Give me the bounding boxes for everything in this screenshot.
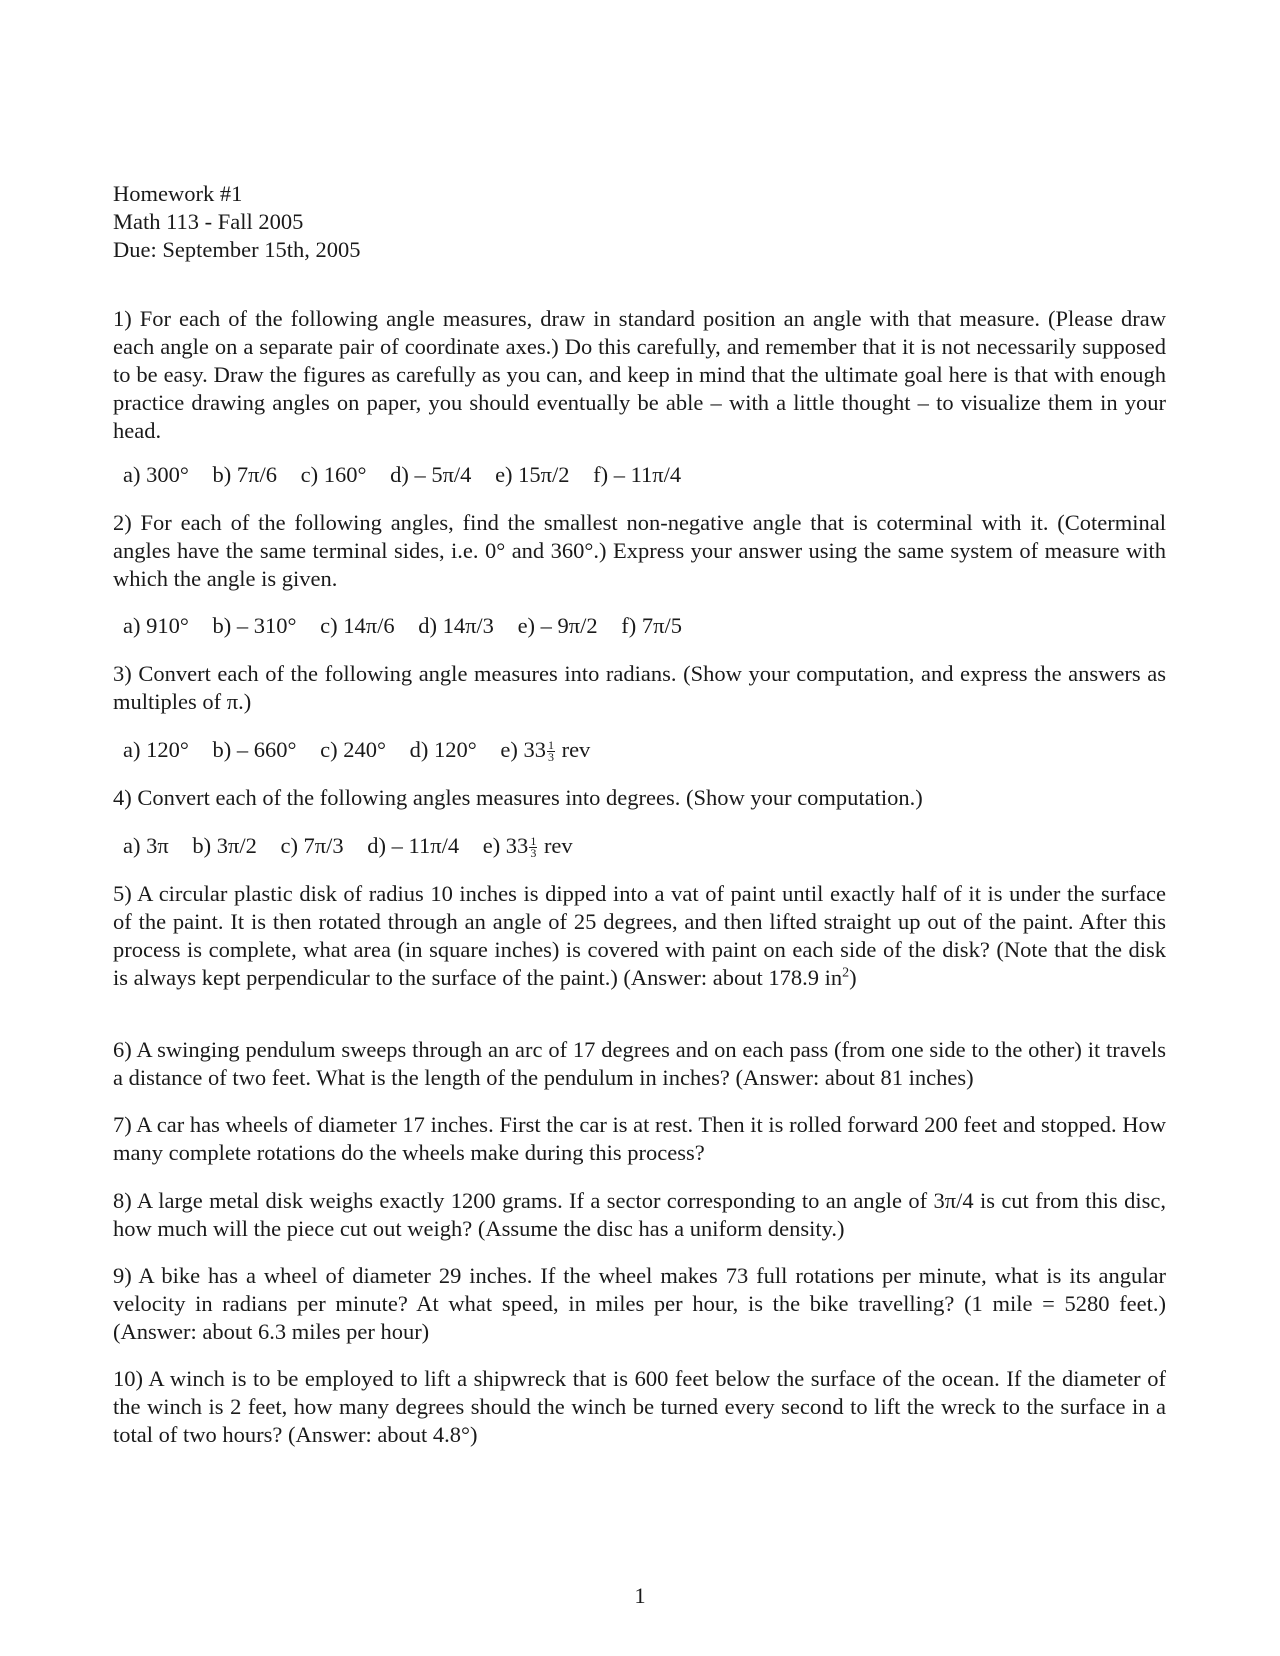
problem-8 bbox=[113, 1187, 1166, 1243]
choice: e) 33 bbox=[482, 833, 529, 858]
choice: e) 33 bbox=[500, 737, 546, 762]
problem-5 bbox=[113, 880, 1166, 992]
choice-unit: rev bbox=[561, 737, 591, 762]
choice: b) 7π/6 bbox=[212, 462, 277, 487]
choice: c) 240° bbox=[320, 737, 386, 762]
fraction-one-third bbox=[547, 740, 555, 763]
choice: f) – 11π/4 bbox=[593, 462, 682, 487]
fraction-denominator: 3 bbox=[530, 846, 537, 861]
problem-2 bbox=[113, 509, 1166, 593]
problem-7 bbox=[113, 1111, 1166, 1167]
choice: b) – 660° bbox=[212, 737, 297, 762]
problem-1 bbox=[113, 305, 1166, 445]
problem-3-text: 3) Convert each of the following angle measures into radians. (Show your computation, and express the answers as multiples of π.) bbox=[113, 661, 1166, 714]
fraction-denominator: 3 bbox=[547, 750, 554, 765]
document-header bbox=[113, 180, 1166, 264]
choice: d) – 5π/4 bbox=[390, 462, 472, 487]
choice: b) – 310° bbox=[212, 613, 297, 638]
problem-4-text: 4) Convert each of the following angles measures into degrees. (Show your computation.) bbox=[113, 785, 923, 810]
problem-10-text: 10) A winch is to be employed to lift a shipwreck that is 600 feet below the surface of the ocean. If the diameter of the winch is 2 feet, how many degrees should the winch be turned every second to lift the wreck to the surface in a total of two hours? (Answer: about 4.8°) bbox=[113, 1366, 1166, 1447]
problem-6 bbox=[113, 1036, 1166, 1092]
choice: a) 300° bbox=[123, 462, 189, 487]
problem-2-text: 2) For each of the following angles, find the smallest non-negative angle that is coterminal with it. (Coterminal angles have the same terminal sides, i.e. 0° and 360°.) Express your answer using the same system of measure with which the angle is given. bbox=[113, 510, 1166, 591]
problem-1-text: 1) For each of the following angle measures, draw in standard position an angle with that measure. (Please draw each angle on a separate pair of coordinate axes.) Do this carefully, and remember that it is not necessarily supposed to be easy. Draw the figures as carefully as you can, and keep in mind that the ultimate goal here is that with enough practice drawing angles on paper, you should eventually be able – with a little thought – to visualize them in your head. bbox=[113, 306, 1166, 443]
choice: f) 7π/5 bbox=[621, 613, 683, 638]
choice: e) 15π/2 bbox=[495, 462, 570, 487]
problem-8-text: 8) A large metal disk weighs exactly 1200 grams. If a sector corresponding to an angle of 3π/4 is cut from this disc, how much will the piece cut out weigh? (Assume the disc has a uniform density.) bbox=[113, 1188, 1166, 1241]
problem-2-choices bbox=[123, 612, 700, 640]
problem-5-tail: ) bbox=[849, 965, 857, 990]
superscript: 2 bbox=[842, 965, 850, 981]
fraction-numerator: 1 bbox=[530, 834, 537, 849]
course-name: Math 113 - Fall 2005 bbox=[113, 209, 304, 234]
problem-4 bbox=[113, 784, 1166, 812]
problem-5-text: 5) A circular plastic disk of radius 10 inches is dipped into a vat of paint until exactly half of it is under the surface of the paint. It is then rotated through an angle of 25 degrees, and then lifted straight up out of the paint. After this process is complete, what area (in square inches) is covered with paint on each side of the disk? (Note that the disk is always kept perpendicular to the surface of the paint.) (Answer: about 178.9 in bbox=[113, 881, 1166, 990]
problem-9 bbox=[113, 1262, 1166, 1346]
homework-title: Homework #1 bbox=[113, 181, 243, 206]
problem-4-choices bbox=[123, 832, 573, 860]
choice: e) – 9π/2 bbox=[517, 613, 598, 638]
choice: c) 14π/6 bbox=[320, 613, 395, 638]
problem-7-text: 7) A car has wheels of diameter 17 inches. First the car is at rest. Then it is rolled forward 200 feet and stopped. How many complete rotations do the wheels make during this process? bbox=[113, 1112, 1166, 1165]
choice: c) 7π/3 bbox=[280, 833, 344, 858]
choice: a) 3π bbox=[123, 833, 169, 858]
problem-3 bbox=[113, 660, 1166, 716]
choice: a) 120° bbox=[123, 737, 189, 762]
choice: d) – 11π/4 bbox=[367, 833, 460, 858]
problem-10 bbox=[113, 1365, 1166, 1449]
problem-3-choices bbox=[123, 736, 590, 764]
choice: b) 3π/2 bbox=[192, 833, 257, 858]
problem-6-text: 6) A swinging pendulum sweeps through an arc of 17 degrees and on each pass (from one side to the other) it travels a distance of two feet. What is the length of the pendulum in inches? (Answer: about 81 inches) bbox=[113, 1037, 1166, 1090]
fraction-numerator: 1 bbox=[547, 738, 554, 753]
due-date: Due: September 15th, 2005 bbox=[113, 237, 361, 262]
choice: d) 14π/3 bbox=[418, 613, 494, 638]
problem-9-text: 9) A bike has a wheel of diameter 29 inches. If the wheel makes 73 full rotations per minute, what is its angular velocity in radians per minute? At what speed, in miles per hour, is the bike travelling? (1 mile = 5280 feet.) (Answer: about 6.3 miles per hour) bbox=[113, 1263, 1166, 1344]
fraction-one-third bbox=[529, 836, 537, 859]
choice: a) 910° bbox=[123, 613, 189, 638]
problem-1-choices bbox=[123, 461, 699, 489]
choice: d) 120° bbox=[409, 737, 477, 762]
choice: c) 160° bbox=[300, 462, 367, 487]
page-number: 1 bbox=[634, 1583, 646, 1608]
choice-unit: rev bbox=[543, 833, 573, 858]
